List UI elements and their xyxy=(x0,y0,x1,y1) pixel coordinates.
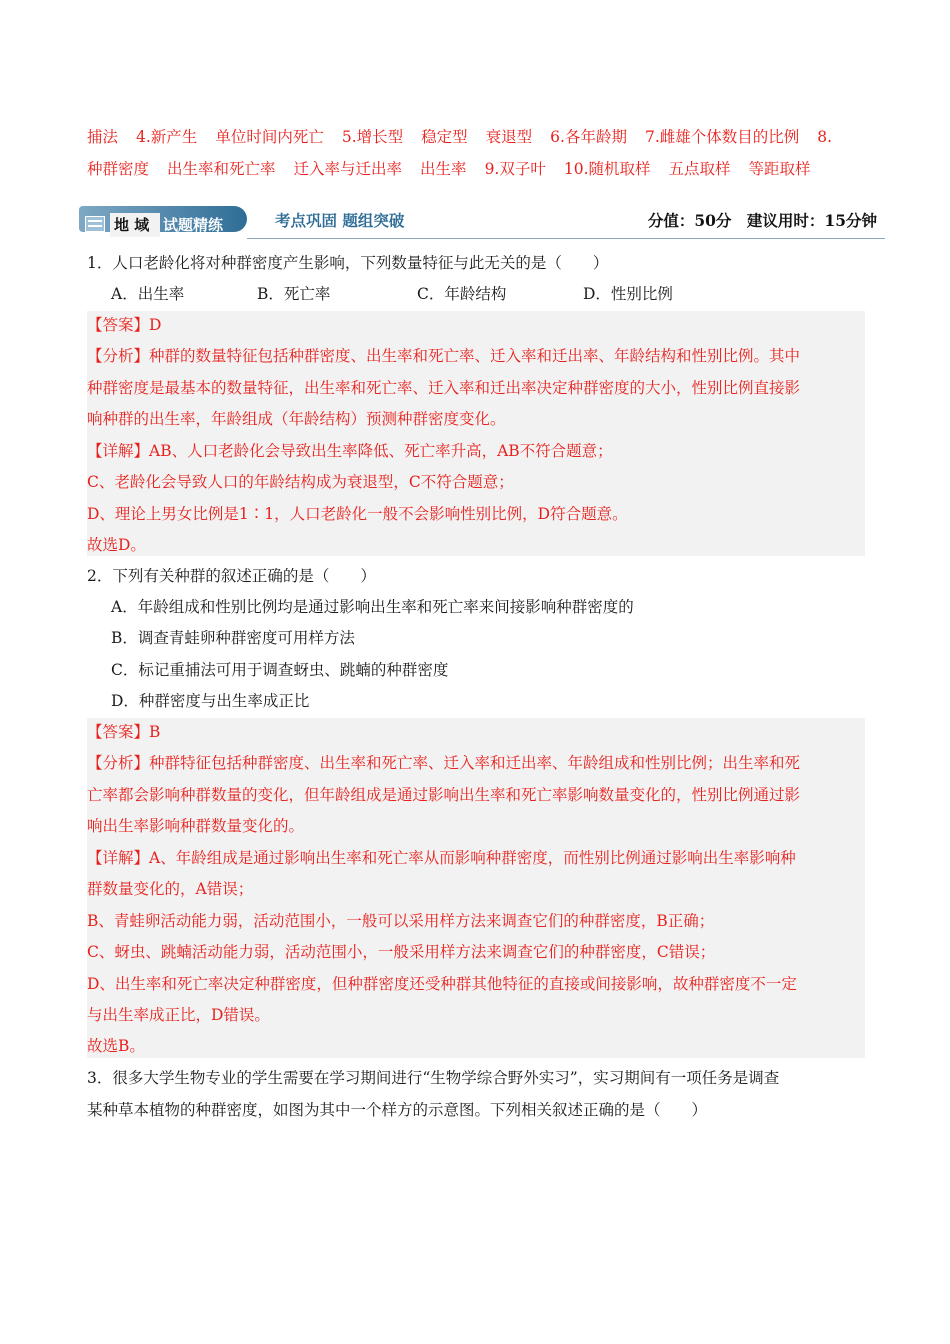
answer-key-item: 等距取样 xyxy=(748,160,811,178)
answer-key-item: 五点取样 xyxy=(668,160,731,178)
detail-line: C、老龄化会导致人口的年龄结构成为衰退型，C不符合题意； xyxy=(87,473,514,491)
question-3-stem-line: 3．很多大学生物专业的学生需要在学习期间进行“生物学综合野外实习”，实习期间有一项任务是调查 xyxy=(87,1069,780,1087)
question-1-solution xyxy=(87,311,865,556)
answer-line: 【答案】B xyxy=(87,723,161,741)
section-header xyxy=(79,202,885,240)
detail-line: B、青蛙卵活动能力弱，活动范围小，一般可以采用样方法来调查它们的种群密度，B正确； xyxy=(87,912,715,930)
question-2-stem: 2．下列有关种群的叙述正确的是（ ） xyxy=(87,567,376,585)
detail-line: D、理论上男女比例是1∶1，人口老龄化一般不会影响性别比例，D符合题意。 xyxy=(87,505,628,523)
answer-key-item: 种群密度 xyxy=(87,160,150,178)
analysis-line: 亡率都会影响种群数量的变化，但年龄组成是通过影响出生率和死亡率影响数量变化的，性别比例通过影 xyxy=(87,786,801,804)
answer-key-item: 衰退型 xyxy=(485,128,533,146)
answer-key-item: 8. xyxy=(817,128,833,146)
answer-line: 【答案】D xyxy=(87,316,162,334)
score-and-time: 分值：50分 建议用时：15分钟 xyxy=(647,211,877,230)
header-divider xyxy=(247,238,885,239)
analysis-line: 响出生率影响种群数量变化的。 xyxy=(87,817,305,835)
analysis-line: 【分析】种群特征包括种群密度、出生率和死亡率、迁入率和迁出率、年龄组成和性别比例；出生率和死 xyxy=(87,754,801,772)
option: A．出生率 xyxy=(111,285,185,303)
answer-key-item: 7.雌雄个体数目的比例 xyxy=(644,128,800,146)
answer-key-item: 9.双子叶 xyxy=(484,160,546,178)
question-1-options xyxy=(111,284,673,304)
option: D．种群密度与出生率成正比 xyxy=(111,692,310,710)
answer-key-item: 4.新产生 xyxy=(136,128,198,146)
detail-line: C、蚜虫、跳蝻活动能力弱，活动范围小，一般采用样方法来调查它们的种群密度，C错误； xyxy=(87,943,716,961)
option: B．死亡率 xyxy=(257,285,331,303)
option: D．性别比例 xyxy=(583,285,673,303)
detail-line: 故选D。 xyxy=(87,536,146,554)
answer-key-line-2 xyxy=(87,159,811,179)
list-icon xyxy=(85,216,105,232)
analysis-line: 响种群的出生率，年龄组成（年龄结构）预测种群密度变化。 xyxy=(87,410,506,428)
analysis-line: 种群密度是最基本的数量特征，出生率和死亡率、迁入率和迁出率决定种群密度的大小，性别比例直接影 xyxy=(87,379,801,397)
question-3-stem-line: 某种草本植物的种群密度，如图为其中一个样方的示意图。下列相关叙述正确的是（ ） xyxy=(87,1101,708,1119)
detail-line: D、出生率和死亡率决定种群密度，但种群密度还受种群其他特征的直接或间接影响，故种群密度不一定 xyxy=(87,975,797,993)
answer-key-item: 5.增长型 xyxy=(341,128,404,146)
option: C．年龄结构 xyxy=(417,285,507,303)
analysis-line: 【分析】种群的数量特征包括种群密度、出生率和死亡率、迁入率和迁出率、年龄结构和性别比例。其中 xyxy=(87,347,801,365)
detail-line: 【详解】AB、人口老龄化会导致出生率降低、死亡率升高，AB不符合题意； xyxy=(87,442,613,460)
answer-key-item: 出生率 xyxy=(420,160,467,178)
option: A．年龄组成和性别比例均是通过影响出生率和死亡率来间接影响种群密度的 xyxy=(111,598,634,616)
option: B．调查青蛙卵种群密度可用样方法 xyxy=(111,629,355,647)
question-1-stem: 1．人口老龄化将对种群密度产生影响，下列数量特征与此无关的是（ ） xyxy=(87,254,609,272)
detail-line: 群数量变化的，A错误； xyxy=(87,880,254,898)
section-tab xyxy=(79,206,247,232)
section-tab-tag: 地 域 xyxy=(110,213,160,237)
section-tab-label: 试题精练 xyxy=(163,216,224,234)
detail-line: 【详解】A、年龄组成是通过影响出生率和死亡率从而影响种群密度，而性别比例通过影响出生率影响种 xyxy=(87,849,796,867)
answer-key-item: 稳定型 xyxy=(421,128,468,146)
detail-line: 与出生率成正比，D错误。 xyxy=(87,1006,270,1024)
option: C．标记重捕法可用于调查蚜虫、跳蝻的种群密度 xyxy=(111,661,449,679)
answer-key-line-1 xyxy=(87,127,832,147)
question-2-solution xyxy=(87,718,865,1058)
answer-key-item: 迁入率与迁出率 xyxy=(293,160,403,178)
answer-key-item: 10.随机取样 xyxy=(563,160,651,178)
detail-line: 故选B。 xyxy=(87,1037,145,1055)
answer-key-item: 捕法 xyxy=(87,128,119,146)
section-subtitle: 考点巩固 题组突破 xyxy=(275,211,405,230)
answer-key-item: 单位时间内死亡 xyxy=(215,128,324,146)
answer-key-item: 6.各年龄期 xyxy=(550,128,627,146)
answer-key-item: 出生率和死亡率 xyxy=(167,160,276,178)
